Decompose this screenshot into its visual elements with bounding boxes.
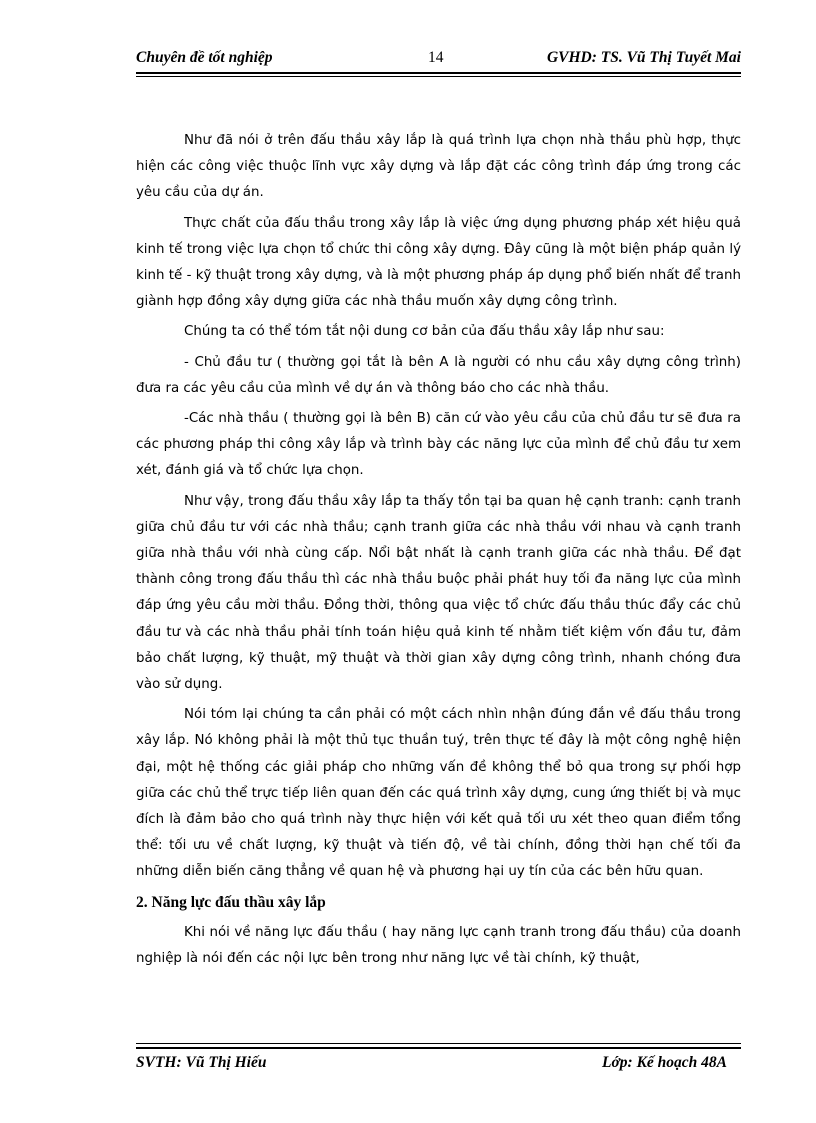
page-header <box>136 46 741 70</box>
footer-rule-thin <box>136 1043 741 1044</box>
header-supervisor: GVHD: TS. Vũ Thị Tuyết Mai <box>546 49 741 66</box>
paragraph: Khi nói về năng lực đấu thầu ( hay năng lực cạnh tranh trong đấu thầu) của doanh nghiệp là nói đến các nội lực bên trong như năng lực về tài chính, kỹ thuật, <box>136 924 741 966</box>
paragraph: - Chủ đầu tư ( thường gọi tắt là bên A là người có nhu cầu xây dựng công trình) đưa ra các yêu cầu của mình về dự án và thông báo cho các nhà thầu. <box>136 354 741 396</box>
paragraph: Như đã nói ở trên đấu thầu xây lắp là quá trình lựa chọn nhà thầu phù hợp, thực hiện các công việc thuộc lĩnh vực xây dựng và lắp đặt các công trình đáp ứng trong các yêu cầu của dự án. <box>136 133 741 201</box>
paragraph: Nói tóm lại chúng ta cần phải có một cách nhìn nhận đúng đắn về đấu thầu trong xây lắp. Nó không phải là một thủ tục thuần tuý, trên thực tế đây là một công nghệ hiện đại, một hệ thống các giải pháp cho những vấn đề không thể bỏ qua trong sự phối hợp giữa các chủ thể trực tiếp liên quan đến các quá trình xây dựng, cung ứng thiết bị và mục đích là đảm bảo cho quá trình này thực hiện với kết quả tối ưu xét theo quan điểm tổng thể: tối ưu về chất lượng, kỹ thuật và tiến độ, về tài chính, đồng thời hạn chế tối đa những diễn biến căng thẳng về quan hệ và phương hại uy tín của các bên hữu quan. <box>136 707 741 880</box>
section-heading: 2. Năng lực đấu thầu xây lắp <box>136 893 326 911</box>
header-title: Chuyên đề tốt nghiệp <box>136 49 273 66</box>
page-number: 14 <box>428 49 444 66</box>
page-footer <box>136 1054 741 1078</box>
header-rule-thin <box>136 76 741 77</box>
header-rule-thick <box>136 72 741 74</box>
paragraph: Chúng ta có thể tóm tắt nội dung cơ bản của đấu thầu xây lắp như sau: <box>184 324 665 340</box>
paragraph: -Các nhà thầu ( thường gọi là bên B) căn cứ vào yêu cầu của chủ đầu tư sẽ đưa ra các phương pháp thi công xây lắp và trình bày các năng lực của mình để chủ đầu tư xem xét, đánh giá và tổ chức lựa chọn. <box>136 411 741 479</box>
footer-rule-thick <box>136 1047 741 1049</box>
body-text <box>136 128 741 976</box>
footer-student: SVTH: Vũ Thị Hiếu <box>136 1054 267 1071</box>
footer-class: Lớp: Kế hoạch 48A <box>602 1054 727 1071</box>
paragraph: Như vậy, trong đấu thầu xây lắp ta thấy tồn tại ba quan hệ cạnh tranh: cạnh tranh giữa chủ đầu tư với các nhà thầu; cạnh tranh giữa các nhà thầu với nhau và cạnh tranh giữa nhà thầu với nhà cùng cấp. Nổi bật nhất là cạnh tranh giữa các nhà thầu. Để đạt thành công trong đấu thầu thì các nhà thầu buộc phải phát huy tối đa năng lực của mình đáp ứng yêu cầu mời thầu. Đồng thời, thông qua việc tổ chức đấu thầu thúc đẩy các chủ đầu tư và các nhà thầu phải tính toán hiệu quả kinh tế nhằm tiết kiệm vốn đầu tư, đảm bảo chất lượng, kỹ thuật, mỹ thuật và thời gian xây dựng công trình, nhanh chóng đưa vào sử dụng. <box>136 493 741 693</box>
paragraph: Thực chất của đấu thầu trong xây lắp là việc ứng dụng phương pháp xét hiệu quả kinh tế trong việc lựa chọn tổ chức thi công xây dựng. Đây cũng là một biện pháp quản lý kinh tế - kỹ thuật trong xây dựng, và là một phương pháp áp dụng phổ biến nhất để tranh giành hợp đồng xây dựng giữa các nhà thầu muốn xây dựng công trình. <box>136 215 741 310</box>
